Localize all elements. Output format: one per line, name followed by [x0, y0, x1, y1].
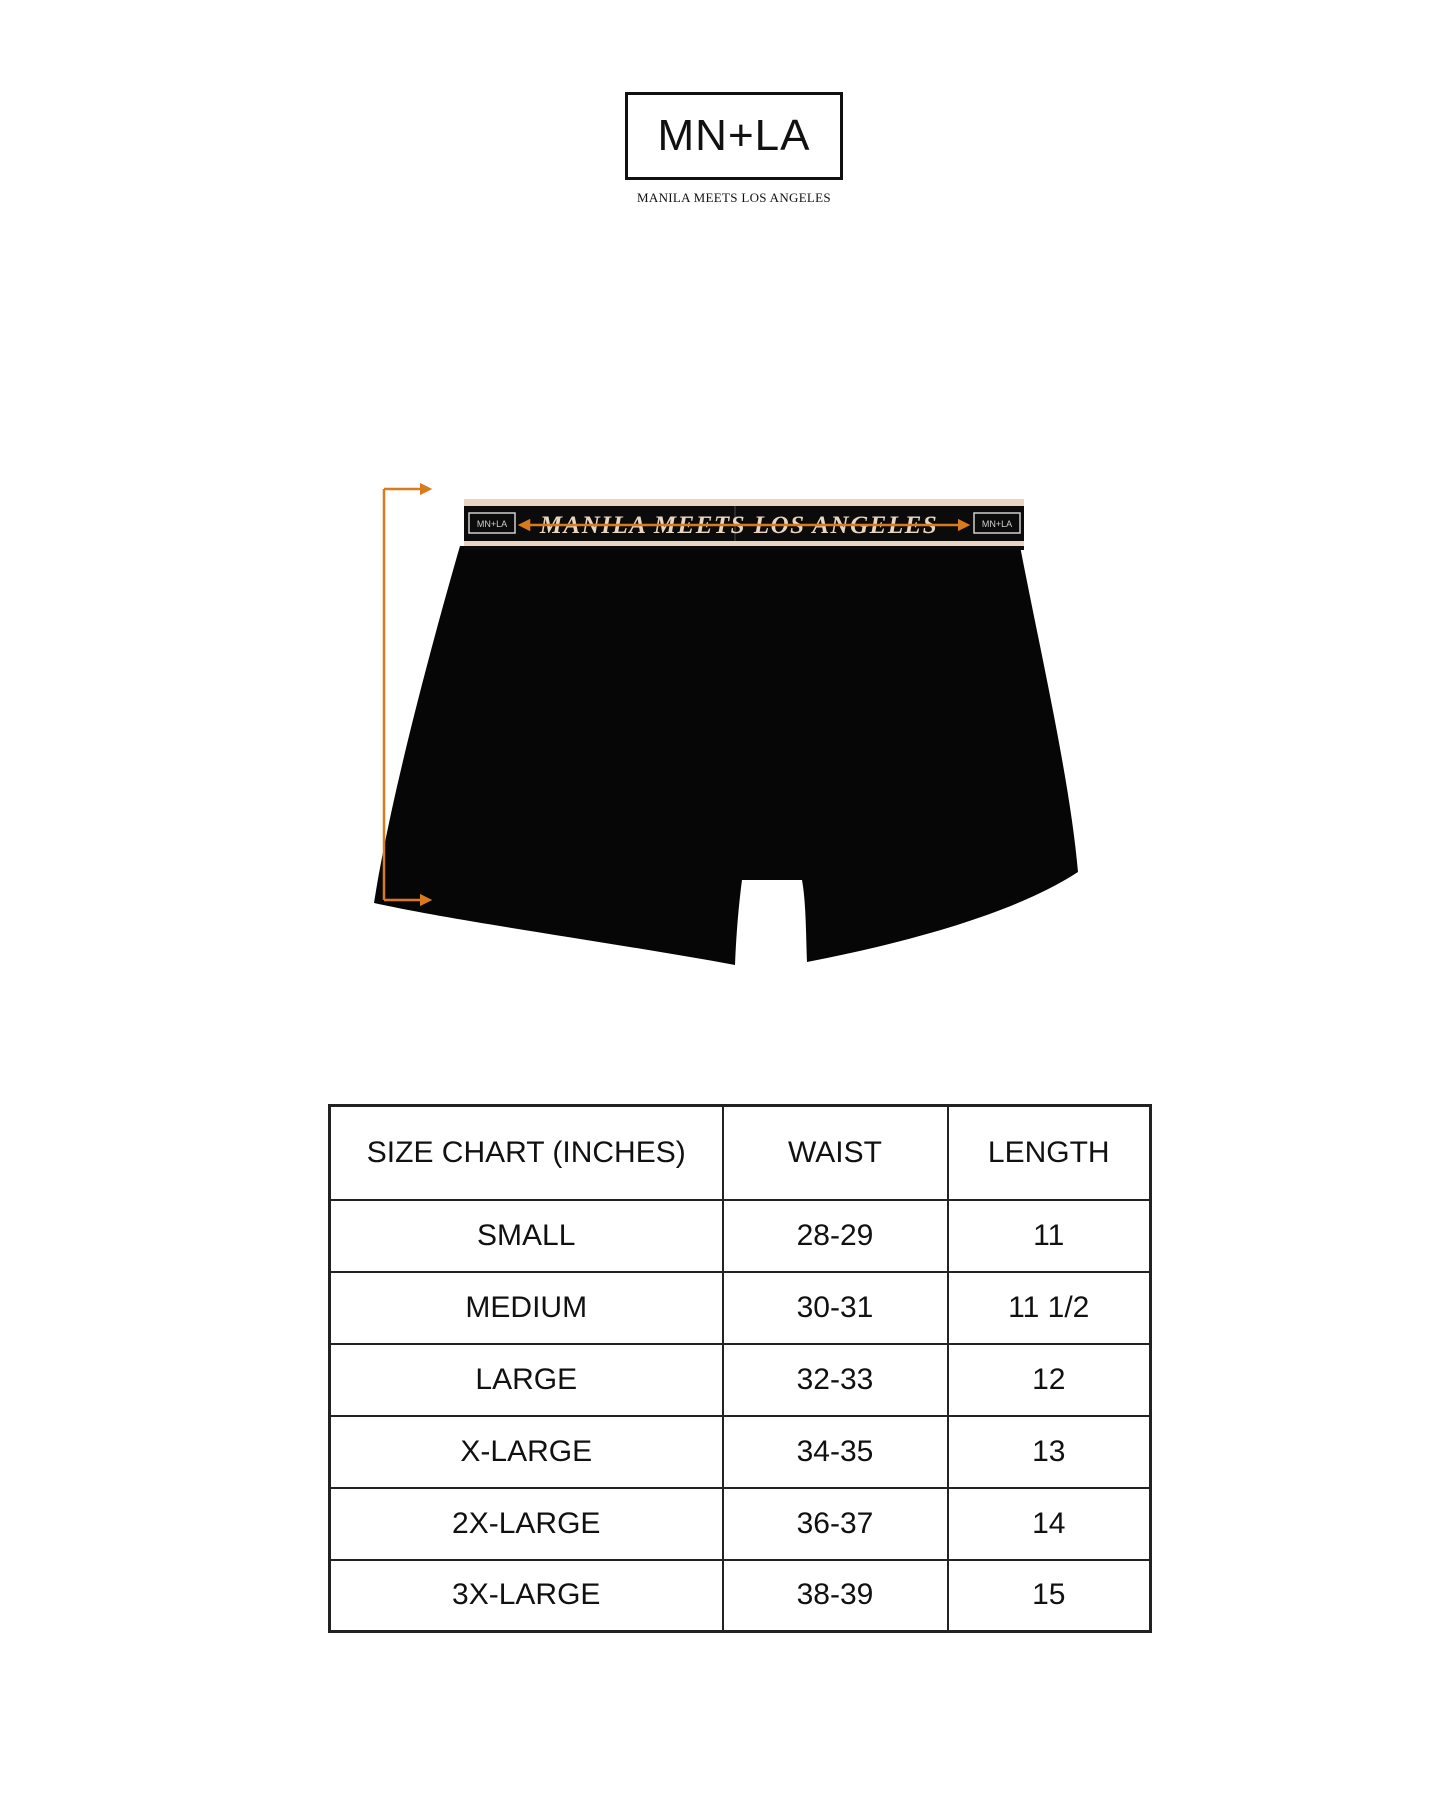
table-row: [330, 1200, 1151, 1272]
waist-cell: 28-29: [723, 1200, 948, 1272]
table-row: [330, 1488, 1151, 1560]
size-cell: LARGE: [330, 1344, 723, 1416]
header-waist: WAIST: [723, 1106, 948, 1200]
table-row: [330, 1416, 1151, 1488]
waist-cell: 34-35: [723, 1416, 948, 1488]
waist-cell: 30-31: [723, 1272, 948, 1344]
size-cell: 3X-LARGE: [330, 1560, 723, 1632]
waistband-logo-left: MN+LA: [476, 519, 508, 529]
brand-tagline: MANILA MEETS LOS ANGELES: [637, 190, 831, 205]
brand-logo-text: MN+LA: [657, 111, 811, 160]
waist-cell: 36-37: [723, 1488, 948, 1560]
size-cell: SMALL: [330, 1200, 723, 1272]
waistband-text: MANILA MEETS LOS ANGELES: [539, 512, 939, 539]
length-cell: 12: [948, 1344, 1151, 1416]
length-cell: 15: [948, 1560, 1151, 1632]
length-cell: 11: [948, 1200, 1151, 1272]
table-row: [330, 1344, 1151, 1416]
table-row: [330, 1560, 1151, 1632]
size-cell: MEDIUM: [330, 1272, 723, 1344]
size-cell: X-LARGE: [330, 1416, 723, 1488]
size-cell: 2X-LARGE: [330, 1488, 723, 1560]
length-cell: 13: [948, 1416, 1151, 1488]
table-row: [330, 1272, 1151, 1344]
waist-cell: 32-33: [723, 1344, 948, 1416]
waist-cell: 38-39: [723, 1560, 948, 1632]
waistband-logo-right: MN+LA: [981, 519, 1013, 529]
size-chart-table: [328, 1104, 1152, 1633]
table-header-row: [330, 1106, 1151, 1200]
header-size-chart: SIZE CHART (INCHES): [330, 1106, 723, 1200]
boxer-shorts-illustration: [360, 480, 1100, 970]
brand-logo: [625, 92, 843, 180]
length-cell: 11 1/2: [948, 1272, 1151, 1344]
header-length: LENGTH: [948, 1106, 1151, 1200]
length-cell: 14: [948, 1488, 1151, 1560]
